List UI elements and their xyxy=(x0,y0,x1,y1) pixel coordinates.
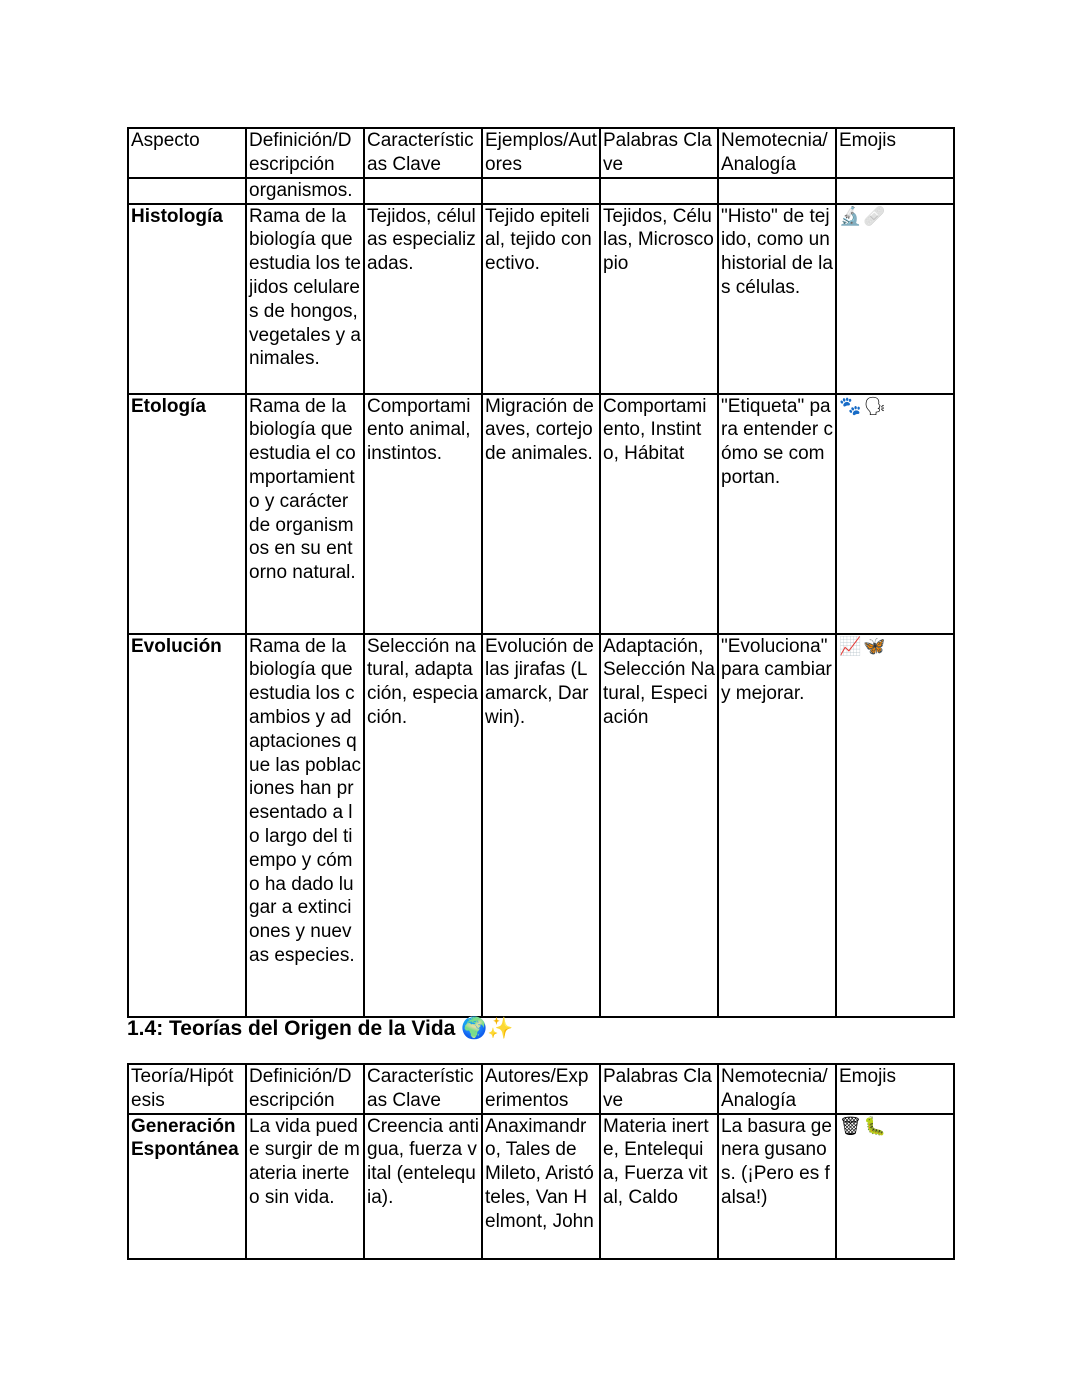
biology-branches-table xyxy=(127,127,955,1018)
table-row xyxy=(128,634,954,1017)
emoji-cell: 📈🦋 xyxy=(836,634,954,1017)
header-cell: Teoría/Hipótesis xyxy=(128,1064,246,1114)
definition-cell: Rama de la biología que estudia los cambios y adaptaciones que las poblaciones han presentado a lo largo del tiempo y cómo ha dado lugar a extinciones y nuevas especies. xyxy=(246,634,364,1017)
table-cell xyxy=(364,178,482,204)
aspect-cell: Evolución xyxy=(128,634,246,1017)
mnemonic-cell: "Etiqueta" para entender cómo se comportan. xyxy=(718,394,836,634)
characteristics-cell: Selección natural, adaptación, especiación. xyxy=(364,634,482,1017)
header-cell: Definición/Descripción xyxy=(246,128,364,178)
header-cell: Autores/Experimentos xyxy=(482,1064,600,1114)
aspect-cell: Etología xyxy=(128,394,246,634)
keywords-cell: Comportamiento, Instinto, Hábitat xyxy=(600,394,718,634)
table-cell xyxy=(128,178,246,204)
header-cell: Aspecto xyxy=(128,128,246,178)
characteristics-cell: Creencia antigua, fuerza vital (entelequia). xyxy=(364,1114,482,1259)
header-cell: Ejemplos/Autores xyxy=(482,128,600,178)
table-cell xyxy=(718,178,836,204)
table-row xyxy=(128,1114,954,1259)
examples-cell: Tejido epitelial, tejido conectivo. xyxy=(482,204,600,394)
header-cell: Palabras Clave xyxy=(600,1064,718,1114)
table-cell xyxy=(836,178,954,204)
characteristics-cell: Comportamiento animal, instintos. xyxy=(364,394,482,634)
header-cell: Nemotecnia/Analogía xyxy=(718,128,836,178)
keywords-cell: Materia inerte, Entelequia, Fuerza vital, Caldo xyxy=(600,1114,718,1259)
header-cell: Palabras Clave xyxy=(600,128,718,178)
mnemonic-cell: "Histo" de tejido, como un historial de las células. xyxy=(718,204,836,394)
authors-cell: Anaximandro, Tales de Mileto, Aristóteles, Van Helmont, John xyxy=(482,1114,600,1259)
header-cell: Características Clave xyxy=(364,128,482,178)
table-cell: organismos. xyxy=(246,178,364,204)
table-row xyxy=(128,204,954,394)
table-cell xyxy=(482,178,600,204)
table-row xyxy=(128,394,954,634)
emoji-cell: 🗑🐛 xyxy=(836,1114,954,1259)
definition-cell: Rama de la biología que estudia el comportamiento y carácter de organismos en su entorno natural. xyxy=(246,394,364,634)
header-cell: Emojis xyxy=(836,128,954,178)
theory-cell: Generación Espontánea xyxy=(128,1114,246,1259)
keywords-cell: Tejidos, Células, Microscopio xyxy=(600,204,718,394)
examples-cell: Evolución de las jirafas (Lamarck, Darwin). xyxy=(482,634,600,1017)
keywords-cell: Adaptación, Selección Natural, Especiación xyxy=(600,634,718,1017)
mnemonic-cell: "Evoluciona" para cambiar y mejorar. xyxy=(718,634,836,1017)
mnemonic-cell: La basura genera gusanos. (¡Pero es falsa!) xyxy=(718,1114,836,1259)
aspect-cell: Histología xyxy=(128,204,246,394)
emoji-cell: 🐾🗣 xyxy=(836,394,954,634)
table-header-row xyxy=(128,128,954,178)
definition-cell: La vida puede surgir de materia inerte o sin vida. xyxy=(246,1114,364,1259)
characteristics-cell: Tejidos, células especializadas. xyxy=(364,204,482,394)
header-cell: Nemotecnia/Analogía xyxy=(718,1064,836,1114)
examples-cell: Migración de aves, cortejo de animales. xyxy=(482,394,600,634)
header-cell: Características Clave xyxy=(364,1064,482,1114)
header-cell: Emojis xyxy=(836,1064,954,1114)
table-header-row xyxy=(128,1064,954,1114)
table-row-continuation xyxy=(128,178,954,204)
definition-cell: Rama de la biología que estudia los tejidos celulares de hongos, vegetales y animales. xyxy=(246,204,364,394)
table-cell xyxy=(600,178,718,204)
origin-theories-table xyxy=(127,1063,955,1260)
section-heading: 1.4: Teorías del Origen de la Vida 🌍✨ xyxy=(127,1017,514,1040)
header-cell: Definición/Descripción xyxy=(246,1064,364,1114)
emoji-cell: 🔬🩹 xyxy=(836,204,954,394)
